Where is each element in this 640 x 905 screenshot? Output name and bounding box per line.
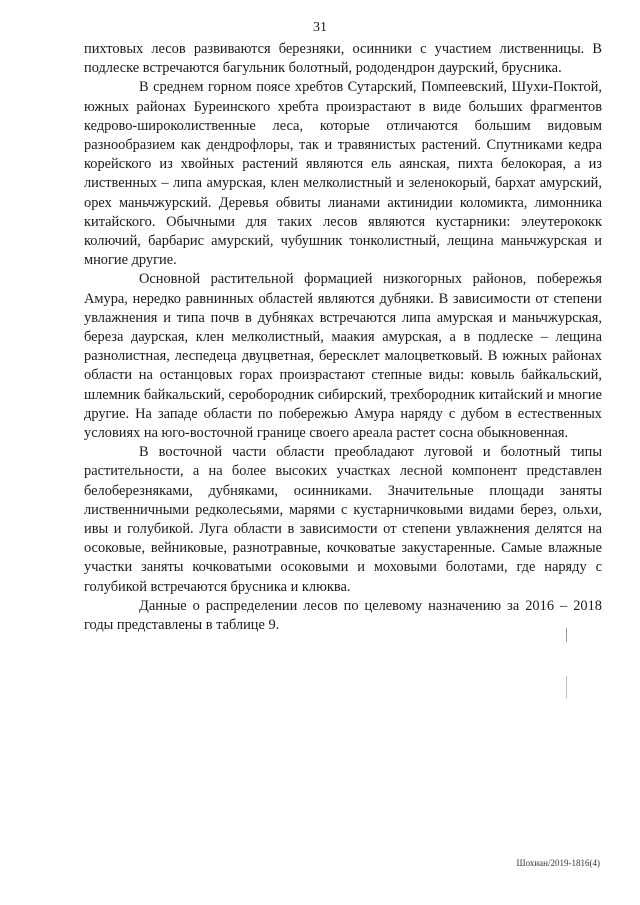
page-number: 31 [313,20,327,35]
document-footer-code: Шохиан/2019-1816(4) [516,858,600,868]
paragraph-1: пихтовых лесов развиваются березняки, осинники с участием лиственницы. В подлеске встречаются багульник болотный, рододендрон даурский, брусника. [84,41,602,77]
document-body [84,40,602,635]
paragraph-5: Данные о распределении лесов по целевому назначению за 2016 – 2018 годы представлены в таблице 9. [84,597,602,634]
paragraph-3: Основной растительной формацией низкогорных районов, побережья Амура, нередко равнинных областей являются дубняки. В зависимости от степени увлажнения и типа почв в дубняках встречаются липа амурская и маньчжурская, береза даурская, клен мелколистный, маакия амурская, а в подлеске – лещина разнолистная, леспедеца двуцветная, бересклет малоцветковый. В южных районах области на останцовых горах произрастают степные виды: ковыль байкальский, шлемник байкальский, серобородник сибирский, трехбородник китайский и многие другие. На западе области по побережью Амура наряду с дубом в естественных условиях на юго-восточной границе своего ареала растет сосна обыкновенная. [84,271,602,442]
scan-artifact-line [566,676,567,698]
paragraph-2: В среднем горном поясе хребтов Сутарский, Помпеевский, Шухи-Поктой, южных районах Буреинского хребта произрастают в виде больших фрагментов кедрово-широколиственные леса, которые отличаются большим видовым разнообразием как дендрофлоры, так и травянистых растений. Спутниками кедра корейского из хвойных растений являются ель аянская, пихта белокорая, а из лиственных – липа амурская, клен мелколистный и зеленокорый, бархат амурский, орех маньчжурский. Деревья обвиты лианами актинидии коломикта, лимонника китайского. Обычными для таких лесов являются кустарники: элеутерококк колючий, барбарис амурский, чубушник тонколистный, лещина маньчжурская и многие другие. [84,79,602,269]
scan-artifact-line [566,628,567,642]
paragraph-4: В восточной части области преобладают луговой и болотный типы растительности, а на более высоких участках лесной компонент представлен белоберезняками, дубняками, осинниками. Значительные площади заняты лиственничными редколесьями, марями с кустарничковыми видами берез, ольхи, ивы и голубикой. Луга области в зависимости от степени увлажнения делятся на осоковые, вейниковые, разнотравные, кочковатые закустаренные. Самые влажные участки заняты кочковатыми осоковыми и моховыми болотами, где наряду с голубикой встречаются брусника и клюква. [84,444,602,595]
